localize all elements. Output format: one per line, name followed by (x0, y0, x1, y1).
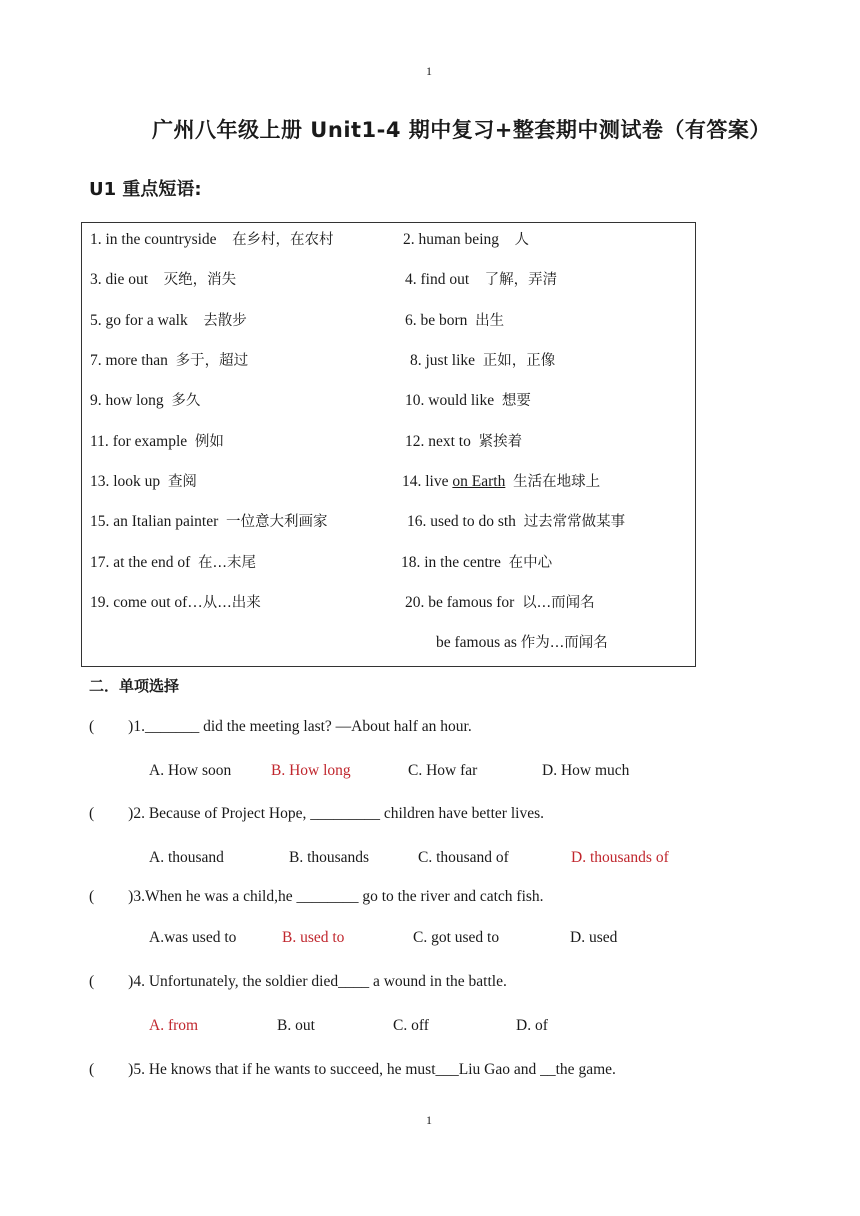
option-c: C. got used to (413, 929, 500, 946)
phrase-item: 1. in the countryside 在乡村，在农村 (90, 231, 334, 248)
page-number-top: 1 (426, 64, 432, 78)
question-2: ( )2. Because of Project Hope, _________ children have better lives. (89, 805, 544, 822)
section-heading-phrases: U1 重点短语: (89, 179, 202, 200)
phrase-item: 9. how long 多久 (90, 392, 201, 409)
phrase-item: 8. just like 正如，正像 (410, 352, 556, 369)
page-number-bottom: 1 (426, 1113, 432, 1127)
section-heading-choice: 二．单项选择 (89, 677, 180, 695)
phrase-item: 7. more than 多于，超过 (90, 352, 249, 369)
underlined-phrase: on Earth (452, 473, 506, 490)
option-a: A. thousand (149, 849, 224, 866)
question-5: ( )5. He knows that if he wants to succeed, he must___Liu Gao and __the game. (89, 1061, 616, 1078)
option-c: C. thousand of (418, 849, 509, 866)
phrase-item: 15. an Italian painter 一位意大利画家 (90, 513, 328, 530)
page-title: 广州八年级上册 Unit1-4 期中复习+整套期中测试卷（有答案） (152, 118, 771, 142)
option-b: B. out (277, 1017, 315, 1034)
phrase-item: 13. look up 查阅 (90, 473, 197, 490)
phrase-item: 14. live on Earth 生活在地球上 (402, 473, 601, 490)
phrase-item: 4. find out 了解，弄清 (405, 271, 558, 288)
phrase-item: 11. for example 例如 (90, 433, 224, 450)
option-a-answer: A. from (149, 1017, 199, 1034)
option-a: A. How soon (149, 762, 232, 779)
option-b-answer: B. used to (282, 929, 345, 946)
question-4: ( )4. Unfortunately, the soldier died____ a wound in the battle. (89, 973, 507, 990)
phrase-item: 20. be famous for 以…而闻名 (405, 594, 595, 611)
question-3: ( )3.When he was a child,he ________ go to the river and catch fish. (89, 888, 544, 905)
phrase-item: 17. at the end of 在…末尾 (90, 554, 257, 571)
option-b: B. thousands (289, 849, 370, 866)
question-1: ( )1._______ did the meeting last? —About half an hour. (89, 718, 472, 735)
phrase-item: 2. human being 人 (403, 231, 529, 248)
phrase-item: 6. be born 出生 (405, 312, 505, 329)
phrase-item: 10. would like 想要 (405, 392, 531, 409)
phrase-item: be famous as 作为…而闻名 (436, 634, 608, 651)
phrase-item: 19. come out of…从…出来 (90, 594, 261, 611)
phrase-item: 16. used to do sth 过去常常做某事 (407, 513, 626, 530)
phrase-item: 12. next to 紧挨着 (405, 433, 523, 450)
option-d: D. used (570, 929, 618, 946)
option-d-answer: D. thousands of (571, 849, 669, 866)
option-a: A.was used to (149, 929, 237, 946)
option-c: C. off (393, 1017, 429, 1034)
phrase-item: 5. go for a walk 去散步 (90, 312, 247, 329)
option-d: D. of (516, 1017, 548, 1034)
option-c: C. How far (408, 762, 478, 779)
option-b-answer: B. How long (271, 762, 351, 779)
phrase-item: 18. in the centre 在中心 (401, 554, 553, 571)
option-d: D. How much (542, 762, 630, 779)
phrase-item: 3. die out 灭绝，消失 (90, 271, 237, 288)
